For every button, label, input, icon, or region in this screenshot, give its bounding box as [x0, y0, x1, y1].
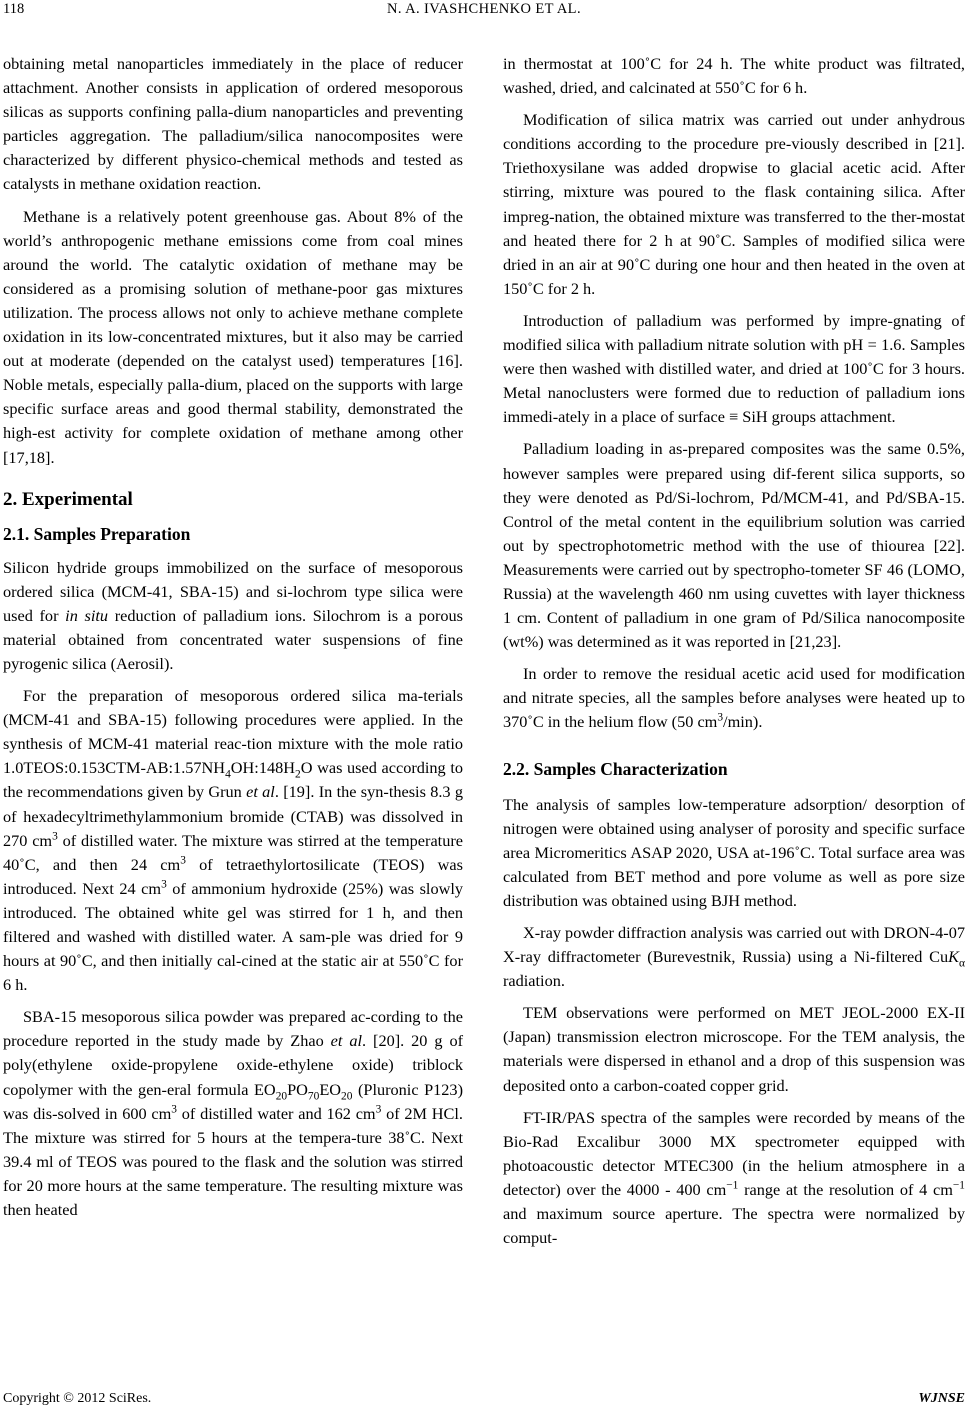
paragraph: SBA-15 mesoporous silica powder was prepared ac-cording to the procedure reported in the study made by Zhao et al. [20]. 20 g of poly(ethylene oxide-propylene oxide-ethylene oxide) triblock copolymer with the gen-eral formula $EO_{20}PO_{70}EO_{20}$ (Pluronic P123) was dis-solved in 600 $cm^3$ of distilled water and 162 $cm^3$ of 2M HCl. The mixture was stirred for 5 hours at the tempera-ture 38˚C. Next 39.4 ml of TEOS was poured to the flask and the solution was stirred for 20 more hours at the same temperature. The resulting mixture was then heated — [3, 1007, 464, 1220]
page-header — [0, 0, 968, 24]
paragraph: TEM observations were performed on MET JEOL-2000 EX-II (Japan) transmission electron microscope. For the TEM analysis, the materials were dispersed in ethanol and a drop of this suspension was deposited onto a carbon-coated copper grid. — [503, 1003, 965, 1095]
paragraph: obtaining metal nanoparticles immediately in the place of reducer attachment. Another consists in application of ordered mesoporous silicas as supports confining palla-dium nanoparticles and preventing particles aggregation. The palladium/silica nanocomposites were characterized by different physico-chemical methods and tested as catalysts in methane oxidation reaction. — [3, 54, 463, 194]
paragraph: Silicon hydride groups immobilized on the surface of mesoporous ordered silica (MCM-41, SBA-15) and si-lochrom type silica were used for in situ reduction of palladium ions. Silochrom is a porous material obtained from concentrated water suspensions of fine pyrogenic silica (Aerosil). — [3, 557, 463, 673]
section-title: 2. Experimental — [3, 488, 133, 510]
subsection-title: 2.1. Samples Preparation — [3, 523, 191, 544]
page-footer — [0, 1391, 968, 1411]
paragraph: FT-IR/PAS spectra of the samples were recorded by means of the Bio-Rad Excalibur 3000 MX spectrometer equipped with photoacoustic detector MTEC300 (in the helium atmosphere in a detector) over the 4000 - 400 $cm^{-1}$ range at the resolution of 4 $cm^{-1}$ and maximum source aperture. The spectra were normalized by comput- — [503, 1107, 965, 1248]
paragraph: X-ray powder diffraction analysis was carried out with DRON-4-07 X-ray diffractometer (Burevestnik, Russia) using a Ni-filtered CuK$_\alpha$ radiation. — [503, 923, 965, 991]
paragraph: Methane is a relatively potent greenhouse gas. About 8% of the world’s anthropogenic methane emissions come from coal mines around the world. The catalytic oxidation of methane may be considered as a promising solution of methane-poor gas mixtures utilization. The process allows not only to achieve methane complete oxidation in its low-concentrated mixtures, but it also may be carried out at moderate (depended on the catalyst used) temperatures [16]. Noble metals, especially palla-dium, placed on the supports with large specific surface areas and good thermal stability, demonstrated the high-est activity for complete oxidation of methane among other [17,18]. — [3, 206, 463, 467]
right-column — [503, 52, 965, 1250]
subsection-title: 2.2. Samples Characterization — [503, 758, 728, 779]
running-title: N. A. IVASHCHENKO ET AL. — [387, 1, 581, 17]
paragraph: Introduction of palladium was performed by impre-gnating of modified silica with palladium nitrate solution with pH = 1.6. Samples were then washed with distilled water, and dried at 100˚C for 3 hours. Metal nanoclusters were formed due to reduction of palladium ions immedi-ately in a place of surface ≡ SiH groups attachment. — [503, 310, 965, 427]
paragraph: In order to remove the residual acetic acid used for modification and nitrate species, all the samples before analyses were heated up to 370˚C in the helium flow (50 $cm^3/\min$). — [503, 664, 965, 732]
paragraph: The analysis of samples low-temperature adsorption/ desorption of nitrogen were obtained using analyser of porosity and specific surface area Micromeritics ASAP 2020, USA at-196˚C. Total surface area was calculated from BET method and pore volume as well as pore size distribution was obtained using BJH method. — [503, 794, 965, 910]
paragraph: Palladium loading in as-prepared composites was the same 0.5%, however samples were prepared using dif-ferent silica supports, so they were denoted as Pd/Si-lochrom, Pd/MCM-41, and Pd/SBA-15. Control of the metal content in the equilibrium solution was carried out by spectrophotometric method with the use of thiourea [22]. Measurements were carried out by spectropho-tometer SF 46 (LOMO, Russia) at the wavelength 460 nm using cuvettes with layer thickness 1 cm. Content of palladium in one gram of Pd/Silica nanocomposite (wt%) was determined as it was reported in [21,23]. — [503, 439, 965, 652]
paragraph: in thermostat at 100˚C for 24 h. The white product was filtrated, washed, dried, and calcinated at 550˚C for 6 h. — [503, 54, 965, 98]
paragraph: Modification of silica matrix was carried out under anhydrous conditions according to the procedure pre-viously described in [21]. Triethoxysilane was added dropwise to glacial acetic acid. After stirring, mixture was poured to the flask containing silica. After impreg-nation, the obtained mixture was transferred to the ther-mostat and heated there for 2 h at 90˚C. Samples of modified silica were dried in an air at 90˚C during one hour and then heated in the oven at 150˚C for 2 h. — [503, 110, 965, 298]
copyright-notice: Copyright © 2012 SciRes. — [3, 1391, 152, 1406]
page-number: 118 — [3, 1, 25, 17]
paragraph: For the preparation of mesoporous ordered silica ma-terials (MCM-41 and SBA-15) following procedures were applied. In the synthesis of MCM-41 material reac-tion mixture with the mole ratio $1.0TEOS:0.153CTM-AB:1.57NH_4OH:148H_2O$ was used according to the recommendations given by Grun et al. [19]. In the syn-thesis 8.3 g of hexadecyltrimethylammonium bromide (CTAB) was dissolved in 270 $cm^3$ of distilled water. The mixture was stirred at the temperature 40˚C, and then 24 $cm^3$ of tetraethylortosilicate (TEOS) was introduced. Next 24 $cm^3$ of ammonium hydroxide (25%) was slowly introduced. The obtained white gel was stirred for 1 h, and then filtered and washed with distilled water. A sam-ple was dried for 9 hours at 90˚C, and then initially cal-cined at the static air at 550˚C for 6 h. — [3, 686, 464, 995]
journal-abbreviation: WJNSE — [918, 1391, 965, 1406]
left-column — [3, 52, 463, 1222]
